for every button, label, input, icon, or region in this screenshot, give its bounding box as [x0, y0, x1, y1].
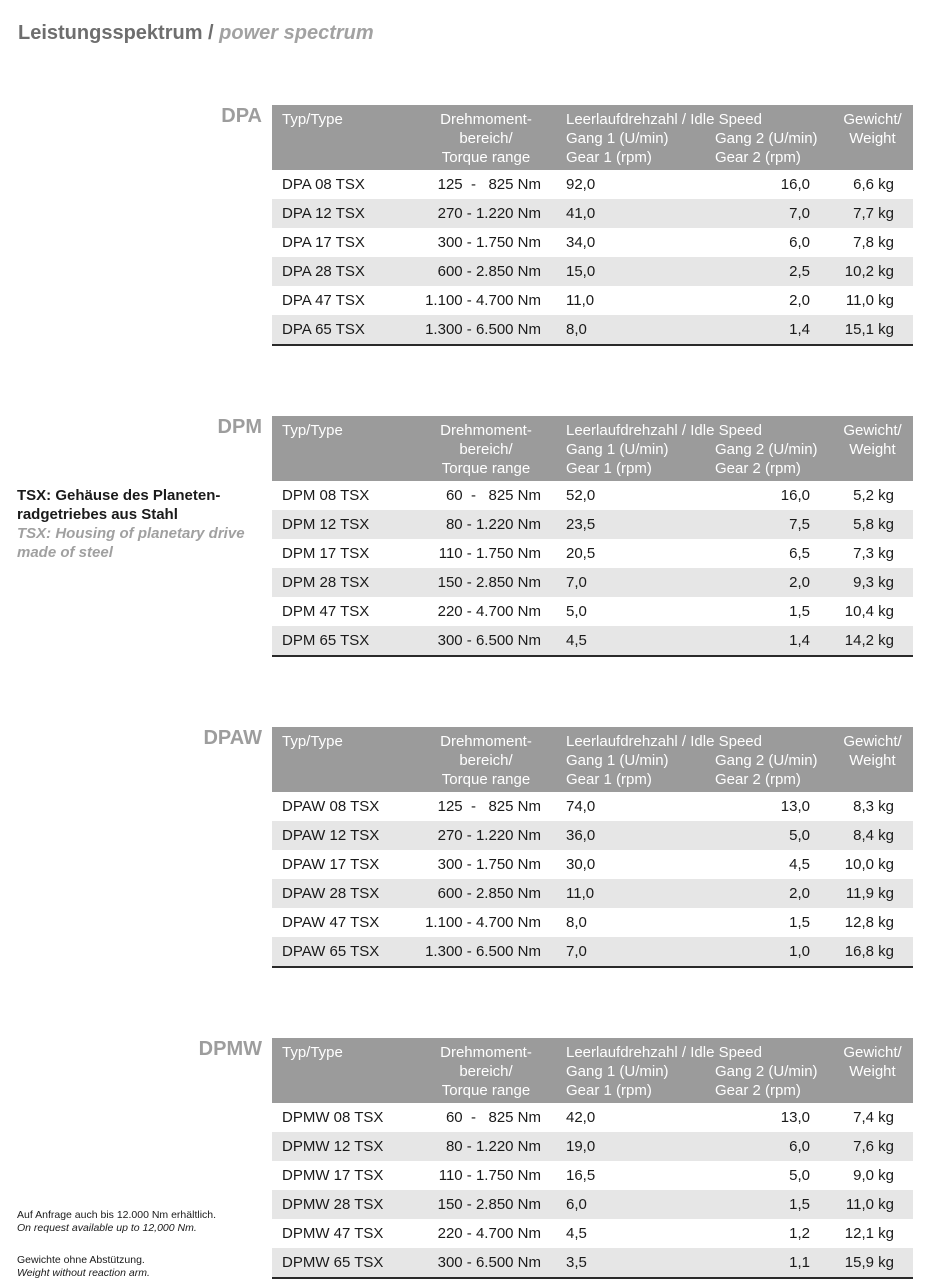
cell-weight: 12,8 kg	[844, 914, 894, 931]
table-row	[272, 850, 913, 879]
cell-gear2-speed: 7,0	[685, 199, 823, 228]
table-header-row	[272, 727, 913, 792]
header-weight-line1: Gewicht/	[843, 1044, 902, 1061]
header-idle-speed-title: Leerlaufdrehzahl / Idle Speed	[566, 111, 762, 128]
cell-torque-range: 220 - 4.700 Nm	[437, 603, 541, 620]
table-row	[272, 510, 913, 539]
header-type: Typ/Type	[272, 416, 397, 481]
cell-type: DPMW 65 TSX	[272, 1248, 397, 1278]
cell-gear1-speed: 11,0	[547, 879, 685, 908]
table-row	[272, 937, 913, 967]
cell-gear2-speed: 6,5	[789, 545, 810, 562]
cell-gear2-speed: 5,0	[789, 1167, 810, 1184]
cell-gear2-speed: 1,0	[685, 937, 823, 967]
spec-table	[272, 105, 913, 346]
cell-gear1-speed: 16,5	[566, 1167, 596, 1184]
table-row	[272, 170, 913, 199]
table-row	[272, 1190, 913, 1219]
header-gear1-en: Gear 1 (rpm)	[566, 1082, 652, 1099]
cell-weight: 11,0 kg	[822, 1190, 913, 1219]
spec-table	[272, 1038, 913, 1279]
cell-weight: 8,4 kg	[822, 821, 913, 850]
table-row	[272, 1161, 913, 1190]
header-weight-line2: Weight	[849, 130, 896, 147]
header-torque-line2: bereich/	[459, 1063, 513, 1080]
header-torque	[397, 727, 547, 792]
cell-gear2-speed: 16,0	[780, 176, 810, 193]
tsx-note-de: TSX: Gehäuse des Planeten- radgetriebes aus Stahl	[17, 487, 221, 523]
header-torque-line3: Torque range	[441, 149, 531, 166]
cell-gear1-speed: 5,0	[566, 603, 587, 620]
page-title-en: power spectrum	[219, 22, 374, 44]
foot-note-weight-en: Weight without reaction arm.	[17, 1267, 150, 1279]
table-row	[272, 908, 913, 937]
cell-gear1-speed: 4,5	[566, 1225, 587, 1242]
cell-gear1-speed: 74,0	[566, 798, 596, 815]
foot-note-weight-de: Gewichte ohne Abstützung.	[17, 1254, 145, 1266]
header-torque-line1: Drehmoment-	[440, 1044, 532, 1061]
cell-gear2-speed: 1,4	[685, 315, 823, 345]
cell-gear2-speed: 4,5	[789, 856, 810, 873]
header-weight	[822, 727, 913, 792]
cell-torque-range: 110 - 1.750 Nm	[438, 545, 541, 562]
header-gear2-de: Gang 2 (U/min)	[715, 441, 818, 458]
cell-gear1-speed: 42,0	[566, 1109, 596, 1126]
cell-torque-range: 150 - 2.850 Nm	[397, 568, 547, 597]
header-idle-speed-title: Leerlaufdrehzahl / Idle Speed	[566, 1044, 762, 1061]
cell-gear2-speed: 5,0	[685, 821, 823, 850]
cell-type: DPA 12 TSX	[272, 199, 397, 228]
cell-weight: 15,9 kg	[822, 1248, 913, 1278]
cell-weight: 11,0 kg	[845, 292, 894, 309]
header-gear1-de: Gang 1 (U/min)	[566, 752, 669, 769]
header-weight-line1: Gewicht/	[843, 733, 902, 750]
cell-type: DPA 17 TSX	[282, 234, 365, 251]
cell-torque-range: 110 - 1.750 Nm	[438, 1167, 541, 1184]
cell-gear1-speed: 19,0	[547, 1132, 685, 1161]
cell-gear1-speed: 8,0	[547, 315, 685, 345]
cell-torque-range: 60 - 825 Nm	[445, 1109, 541, 1126]
cell-weight: 7,3 kg	[853, 545, 894, 562]
cell-gear1-speed: 34,0	[566, 234, 596, 251]
header-torque	[397, 105, 547, 170]
cell-type: DPM 12 TSX	[272, 510, 397, 539]
header-torque-line1: Drehmoment-	[440, 422, 532, 439]
header-gear2-en: Gear 2 (rpm)	[715, 771, 801, 788]
table-row	[272, 257, 913, 286]
cell-gear1-speed: 20,5	[566, 545, 596, 562]
table-row	[272, 1103, 913, 1132]
header-idle-speed-title: Leerlaufdrehzahl / Idle Speed	[566, 733, 762, 750]
cell-type: DPA 65 TSX	[272, 315, 397, 345]
cell-type: DPMW 08 TSX	[282, 1109, 384, 1126]
cell-gear1-speed: 7,0	[547, 937, 685, 967]
tsx-side-note	[17, 486, 257, 562]
foot-note-request-en: On request available up to 12,000 Nm.	[17, 1222, 197, 1234]
cell-torque-range: 80 - 1.220 Nm	[397, 510, 547, 539]
cell-gear2-speed: 1,5	[789, 603, 810, 620]
cell-weight: 5,2 kg	[853, 487, 894, 504]
cell-torque-range: 300 - 1.750 Nm	[437, 856, 541, 873]
cell-torque-range: 300 - 6.500 Nm	[397, 626, 547, 656]
series-label: DPM	[217, 416, 262, 438]
header-idle-speed	[547, 727, 822, 792]
spec-table	[272, 416, 913, 657]
cell-gear2-speed: 1,4	[685, 626, 823, 656]
cell-weight: 9,0 kg	[853, 1167, 894, 1184]
table-row	[272, 539, 913, 568]
cell-gear1-speed: 30,0	[566, 856, 596, 873]
cell-gear1-speed: 6,0	[547, 1190, 685, 1219]
cell-gear2-speed: 13,0	[780, 1109, 810, 1126]
cell-weight: 7,7 kg	[822, 199, 913, 228]
page-title-de: Leistungsspektrum	[18, 22, 203, 44]
cell-gear1-speed: 7,0	[547, 568, 685, 597]
cell-gear1-speed: 36,0	[547, 821, 685, 850]
table-row	[272, 481, 913, 510]
table-row	[272, 792, 913, 821]
foot-note-request-de: Auf Anfrage auch bis 12.000 Nm erhältlich.	[17, 1209, 217, 1221]
cell-torque-range: 125 - 825 Nm	[437, 798, 541, 815]
header-gear2-en: Gear 2 (rpm)	[715, 460, 801, 477]
cell-weight: 10,2 kg	[822, 257, 913, 286]
header-weight-line2: Weight	[849, 1063, 896, 1080]
header-weight-line1: Gewicht/	[843, 422, 902, 439]
cell-weight: 9,3 kg	[822, 568, 913, 597]
header-gear1-de: Gang 1 (U/min)	[566, 1063, 669, 1080]
cell-gear1-speed: 3,5	[547, 1248, 685, 1278]
table-row	[272, 597, 913, 626]
table-header-row	[272, 1038, 913, 1103]
cell-weight: 15,1 kg	[822, 315, 913, 345]
cell-gear1-speed: 8,0	[566, 914, 587, 931]
cell-weight: 7,4 kg	[853, 1109, 894, 1126]
header-weight	[822, 1038, 913, 1103]
header-gear2	[715, 1062, 818, 1100]
table-row	[272, 228, 913, 257]
cell-gear1-speed: 52,0	[566, 487, 596, 504]
header-gear2	[715, 129, 818, 167]
header-idle-speed-title: Leerlaufdrehzahl / Idle Speed	[566, 422, 762, 439]
header-weight-line2: Weight	[849, 752, 896, 769]
cell-torque-range: 125 - 825 Nm	[437, 176, 541, 193]
cell-gear1-speed: 11,0	[566, 292, 595, 309]
table-row	[272, 286, 913, 315]
cell-type: DPM 28 TSX	[272, 568, 397, 597]
header-torque-line2: bereich/	[459, 441, 513, 458]
header-gear2	[715, 440, 818, 478]
page-title-separator: /	[202, 22, 220, 44]
cell-gear2-speed: 1,2	[789, 1225, 810, 1242]
table-row	[272, 568, 913, 597]
cell-type: DPMW 17 TSX	[282, 1167, 384, 1184]
header-gear2-de: Gang 2 (U/min)	[715, 1063, 818, 1080]
cell-type: DPMW 28 TSX	[272, 1190, 397, 1219]
cell-weight: 14,2 kg	[822, 626, 913, 656]
cell-type: DPAW 28 TSX	[272, 879, 397, 908]
cell-type: DPAW 08 TSX	[282, 798, 380, 815]
cell-type: DPMW 47 TSX	[282, 1225, 384, 1242]
foot-note-weight	[17, 1254, 150, 1280]
cell-torque-range: 1.100 - 4.700 Nm	[425, 914, 541, 931]
cell-torque-range: 1.300 - 6.500 Nm	[397, 315, 547, 345]
cell-weight: 10,4 kg	[844, 603, 894, 620]
table-row	[272, 1248, 913, 1278]
cell-gear1-speed: 41,0	[547, 199, 685, 228]
header-torque-line2: bereich/	[459, 752, 513, 769]
series-label: DPAW	[203, 727, 262, 749]
cell-type: DPM 65 TSX	[272, 626, 397, 656]
cell-weight: 10,0 kg	[844, 856, 894, 873]
header-gear2-en: Gear 2 (rpm)	[715, 1082, 801, 1099]
cell-weight: 6,6 kg	[853, 176, 894, 193]
cell-torque-range: 1.100 - 4.700 Nm	[425, 292, 541, 309]
cell-gear1-speed: 15,0	[547, 257, 685, 286]
cell-gear2-speed: 1,5	[789, 914, 810, 931]
cell-torque-range: 600 - 2.850 Nm	[397, 257, 547, 286]
header-gear1	[566, 1062, 715, 1100]
cell-gear2-speed: 1,5	[685, 1190, 823, 1219]
header-gear1-de: Gang 1 (U/min)	[566, 130, 669, 147]
header-gear1	[566, 751, 715, 789]
table-header-row	[272, 416, 913, 481]
header-gear2	[715, 751, 818, 789]
header-torque-line3: Torque range	[441, 771, 531, 788]
tsx-note-en: TSX: Housing of planetary drive made of steel	[17, 525, 245, 561]
cell-weight: 12,1 kg	[844, 1225, 894, 1242]
header-torque-line3: Torque range	[441, 1082, 531, 1099]
cell-gear2-speed: 6,0	[789, 234, 810, 251]
cell-torque-range: 220 - 4.700 Nm	[437, 1225, 541, 1242]
cell-type: DPAW 17 TSX	[282, 856, 380, 873]
cell-type: DPA 28 TSX	[272, 257, 397, 286]
cell-weight: 7,8 kg	[853, 234, 894, 251]
header-torque-line1: Drehmoment-	[440, 111, 532, 128]
series-label: DPMW	[198, 1038, 262, 1060]
table-row	[272, 1219, 913, 1248]
header-weight	[822, 105, 913, 170]
cell-torque-range: 300 - 6.500 Nm	[397, 1248, 547, 1278]
table-row	[272, 626, 913, 656]
cell-weight: 5,8 kg	[822, 510, 913, 539]
cell-weight: 16,8 kg	[822, 937, 913, 967]
cell-torque-range: 270 - 1.220 Nm	[397, 821, 547, 850]
cell-type: DPA 08 TSX	[282, 176, 365, 193]
cell-gear2-speed: 7,5	[685, 510, 823, 539]
cell-torque-range: 150 - 2.850 Nm	[397, 1190, 547, 1219]
table-row	[272, 879, 913, 908]
cell-gear2-speed: 2,0	[685, 879, 823, 908]
header-type: Typ/Type	[272, 1038, 397, 1103]
spec-table	[272, 727, 913, 968]
cell-type: DPAW 47 TSX	[282, 914, 380, 931]
cell-type: DPMW 12 TSX	[272, 1132, 397, 1161]
table-row	[272, 821, 913, 850]
cell-type: DPAW 65 TSX	[272, 937, 397, 967]
page-title	[18, 22, 374, 45]
cell-torque-range: 1.300 - 6.500 Nm	[397, 937, 547, 967]
header-type: Typ/Type	[272, 727, 397, 792]
header-gear1-en: Gear 1 (rpm)	[566, 771, 652, 788]
foot-note-request	[17, 1209, 216, 1235]
cell-type: DPAW 12 TSX	[272, 821, 397, 850]
cell-torque-range: 60 - 825 Nm	[445, 487, 541, 504]
cell-gear2-speed: 2,5	[685, 257, 823, 286]
cell-weight: 7,6 kg	[822, 1132, 913, 1161]
header-gear1-en: Gear 1 (rpm)	[566, 460, 652, 477]
cell-type: DPM 17 TSX	[282, 545, 370, 562]
cell-gear1-speed: 92,0	[566, 176, 596, 193]
header-gear2-de: Gang 2 (U/min)	[715, 130, 818, 147]
cell-type: DPM 08 TSX	[282, 487, 370, 504]
cell-torque-range: 270 - 1.220 Nm	[397, 199, 547, 228]
header-torque-line1: Drehmoment-	[440, 733, 532, 750]
header-gear1	[566, 440, 715, 478]
header-idle-speed	[547, 416, 822, 481]
cell-weight: 11,9 kg	[822, 879, 913, 908]
header-gear1	[566, 129, 715, 167]
table-row	[272, 315, 913, 345]
cell-gear2-speed: 2,0	[789, 292, 810, 309]
header-torque	[397, 1038, 547, 1103]
cell-gear2-speed: 6,0	[685, 1132, 823, 1161]
cell-weight: 8,3 kg	[853, 798, 894, 815]
header-idle-speed	[547, 105, 822, 170]
cell-gear2-speed: 1,1	[685, 1248, 823, 1278]
header-gear1-en: Gear 1 (rpm)	[566, 149, 652, 166]
header-type: Typ/Type	[272, 105, 397, 170]
header-torque	[397, 416, 547, 481]
series-label: DPA	[221, 105, 262, 127]
cell-torque-range: 600 - 2.850 Nm	[397, 879, 547, 908]
header-weight	[822, 416, 913, 481]
header-gear1-de: Gang 1 (U/min)	[566, 441, 669, 458]
header-gear2-de: Gang 2 (U/min)	[715, 752, 818, 769]
header-gear2-en: Gear 2 (rpm)	[715, 149, 801, 166]
header-weight-line1: Gewicht/	[843, 111, 902, 128]
header-idle-speed	[547, 1038, 822, 1103]
header-torque-line3: Torque range	[441, 460, 531, 477]
table-header-row	[272, 105, 913, 170]
cell-type: DPA 47 TSX	[282, 292, 365, 309]
table-row	[272, 199, 913, 228]
cell-torque-range: 300 - 1.750 Nm	[437, 234, 541, 251]
cell-torque-range: 80 - 1.220 Nm	[397, 1132, 547, 1161]
header-weight-line2: Weight	[849, 441, 896, 458]
cell-gear1-speed: 4,5	[547, 626, 685, 656]
header-torque-line2: bereich/	[459, 130, 513, 147]
cell-gear2-speed: 16,0	[780, 487, 810, 504]
cell-gear1-speed: 23,5	[547, 510, 685, 539]
cell-type: DPM 47 TSX	[282, 603, 370, 620]
cell-gear2-speed: 13,0	[780, 798, 810, 815]
table-row	[272, 1132, 913, 1161]
cell-gear2-speed: 2,0	[685, 568, 823, 597]
